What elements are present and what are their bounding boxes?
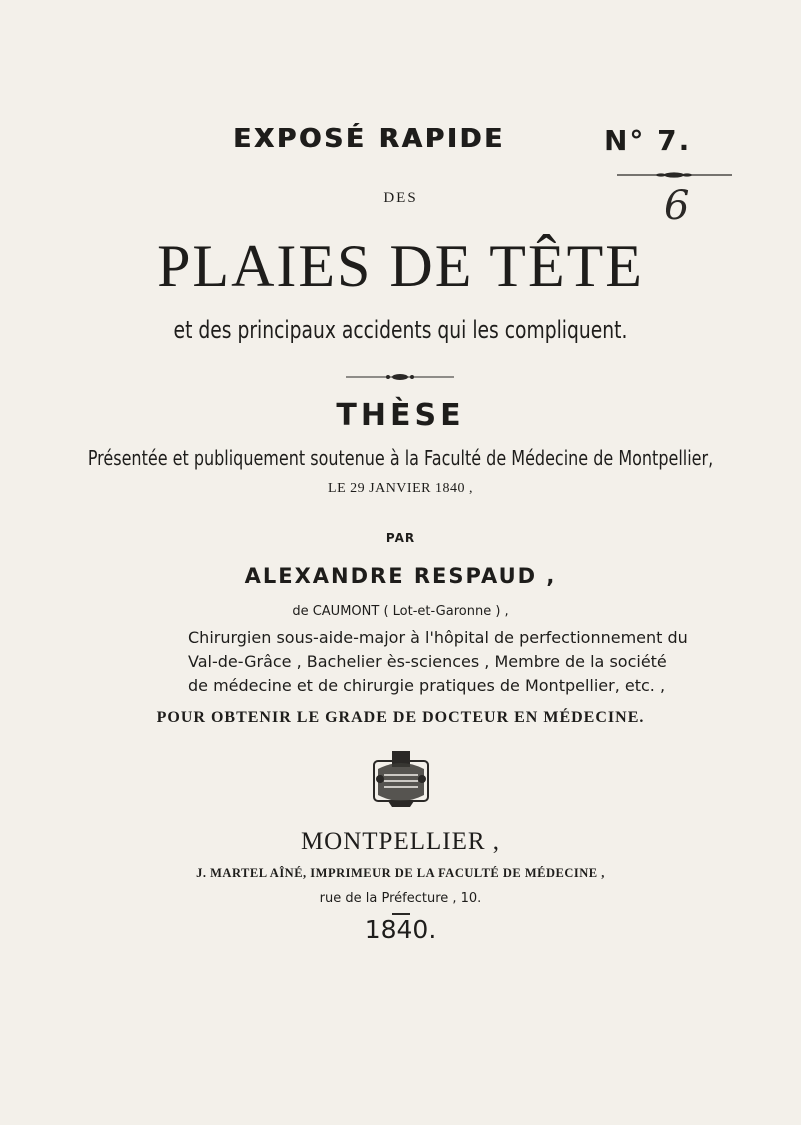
printer-emblem-icon: [370, 749, 432, 809]
imprint-printer: J. MARTEL AÎNÉ, IMPRIMEUR DE LA FACULTÉ DE MÉDECINE ,: [196, 866, 605, 880]
author-credentials: [188, 626, 688, 698]
subtitle: et des principaux accidents qui les compliquent.: [173, 316, 628, 344]
imprint-street: rue de la Préfecture , 10.: [319, 891, 482, 906]
credentials-line: Val-de-Grâce , Bachelier ès-sciences , Membre de la société: [188, 652, 667, 671]
imprint-year: 1840.: [364, 915, 437, 944]
author-name: ALEXANDRE RESPAUD ,: [244, 564, 557, 588]
main-title: PLAIES DE TÊTE: [157, 233, 644, 299]
header-row: [0, 124, 801, 164]
credentials-line: Chirurgien sous-aide-major à l'hôpital de perfectionnement du: [188, 628, 688, 647]
defense-date: LE 29 JANVIER 1840 ,: [328, 481, 473, 496]
expose-heading: EXPOSÉ RAPIDE: [233, 124, 505, 154]
handwritten-note: 6: [664, 183, 690, 229]
degree-purpose: POUR OBTENIR LE GRADE DE DOCTEUR EN MÉDECINE.: [156, 709, 645, 726]
par-label: PAR: [385, 531, 416, 545]
des-label: DES: [383, 190, 418, 206]
imprint-city: MONTPELLIER ,: [300, 828, 501, 855]
credentials-line: de médecine et de chirurgie pratiques de Montpellier, etc. ,: [188, 676, 666, 695]
ornament-rule-icon: [617, 172, 732, 178]
presentation-line: Présentée et publiquement soutenue à la Faculté de Médecine de Montpellier,: [87, 446, 714, 470]
divider-ornament-icon: [340, 373, 460, 381]
number-label: N° 7.: [604, 124, 692, 157]
author-origin: de CAUMONT ( Lot-et-Garonne ) ,: [292, 604, 509, 619]
thesis-label: THÈSE: [336, 398, 465, 433]
